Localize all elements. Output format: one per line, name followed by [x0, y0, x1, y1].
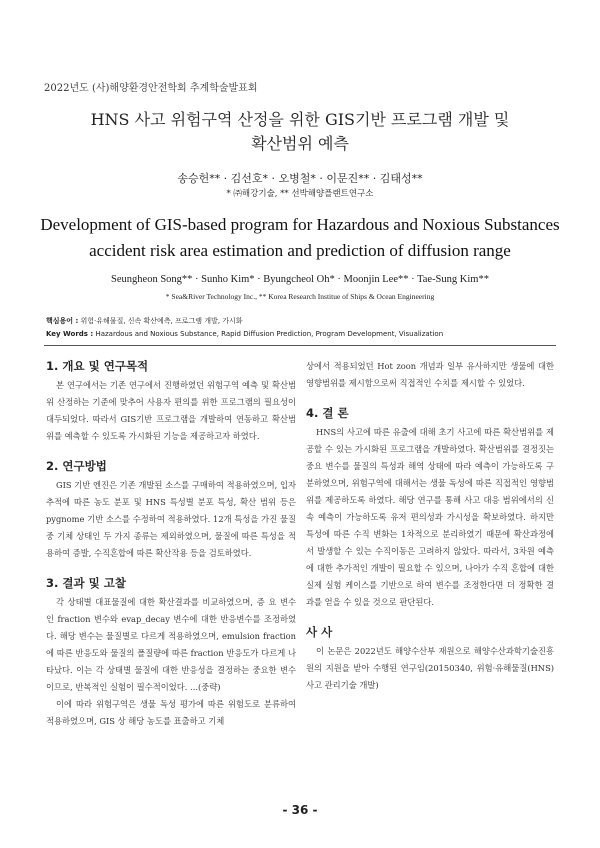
divider — [44, 345, 556, 346]
title-korean-line1: HNS 사고 위험구역 산정을 위한 GIS기반 프로그램 개발 및 — [90, 110, 510, 129]
title-korean — [0, 108, 600, 156]
section-3-title: 3. 결과 및 고찰 — [46, 576, 126, 590]
keywords-korean-text: 위험·유해물질, 신속 확산예측, 프로그램 개발, 가시화 — [80, 317, 243, 325]
section-3-body-2: 이에 따라 위험구역은 생물 독성 평가에 따른 위험도로 분류하여 적용하였으며, GIS 상 해당 농도를 표출하고 기체 — [46, 699, 296, 726]
keywords-korean-label: 핵심용어 : — [46, 317, 79, 325]
section-2-body: GIS 기반 엔진은 기존 개발된 소스를 구매하여 적용하였으며, 입자추적에 따른 농도 분포 및 HNS 특성별 분포 특성, 확산 범위 등은 pygnome 기반 소스를 수정하여 적용하였다. 12개 특성을 가진 물질 중 기체 상태인 두 가지 종류는 제외하였으며, 물질에 따른 특성을 적용하여 증발, 수직혼합에 따른 확산작용 등을 검토하였다. — [46, 480, 296, 558]
affiliation-english: * Sea&River Technology Inc., ** Korea Research Institue of Ships & Ocean Engineering — [165, 292, 435, 301]
section-1-title: 1. 개요 및 연구목적 — [46, 359, 149, 373]
acknowledgement-title: 사 사 — [306, 625, 333, 639]
acknowledgement-body: 이 논문은 2022년도 해양수산부 재원으로 해양수산과학기술진흥원의 지원을 받아 수행된 연구임(20150340, 위험·유해물질(HNS)사고 관리기술 개발) — [306, 646, 554, 690]
section-3-continued: 상에서 적용되었던 Hot zoon 개념과 일부 유사하지만 생물에 대한 영향범위를 제시함으로써 직접적인 수치를 제시할 수 있었다. — [306, 361, 554, 388]
title-korean-line2: 확산범위 예측 — [251, 134, 349, 153]
page-number: - 36 - — [282, 803, 318, 817]
keywords-english-label: Key Words : — [46, 330, 94, 338]
title-english-line1: Development of GIS-based program for Hazardous and Noxious Substances — [40, 215, 560, 234]
right-column — [306, 358, 554, 694]
section-2-title: 2. 연구방법 — [46, 459, 107, 473]
section-4-title: 4. 결 론 — [306, 406, 349, 420]
keywords-english-text: Hazardous and Noxious Substance, Rapid Diffusion Prediction, Program Development, Visualization — [95, 330, 444, 338]
authors-english: Seungheon Song** · Sunho Kim* · Byungcheol Oh* · Moonjin Lee** · Tae-Sung Kim** — [111, 274, 489, 285]
authors-korean: 송승헌** · 김선호* · 오병철* · 이문진** · 김태성** — [177, 172, 423, 185]
section-3-body-1: 각 상태별 대표물질에 대한 확산결과를 비교하였으며, 증 요 변수인 fraction 변수와 evap_decay 변수에 대한 반응변수를 조정하였다. 해당 변수는 물질별로 다르게 적용하였으며, emulsion fraction에 따른 반응도와 물질의 폴질량에 따른 fraction 반응도가 다르게 나타났다. 이는 각 상태별 물질에 대한 반응성을 결정하는 중요한 변수이므로, 반복적인 실험이 필수적이었다. ...(중략) — [46, 597, 296, 692]
affiliation-korean: * ㈜해강기술, ** 선박해양플랜트연구소 — [226, 189, 374, 199]
section-1-body: 본 연구에서는 기존 연구에서 진행하였던 위험구역 예측 및 확산범위 산정하는 기준에 맞추어 사용자 편의를 위한 프로그램의 필요성이 대두되었다. 따라서 GIS기반 프로그램을 개발하여 연동하고 확산범위를 예측할 수 있도록 가시화된 기능을 제공하고자 하였다. — [46, 380, 296, 441]
left-column — [46, 358, 296, 730]
section-4-body: HNS의 사고에 따른 유출에 대해 초기 사고에 따른 확산범위를 제공할 수 있는 가시화된 프로그램을 개발하였다. 확산범위를 결정짓는 중요 변수를 물질의 특성과 해역 상태에 따라 예측이 가능하도록 구분하였으며, 위험구역에 대해서는 생물 독성에 따른 직접적인 영향범위를 제공하도록 하였다. 해당 연구를 통해 사고 대응 범위에서의 신속 예측이 가능하도록 유저 편의성과 가시성을 확보하였다. 하지만 특성에 따른 수직 변화는 1차적으로 분리하였기 때문에 확산과정에서 발생할 수 있는 수직이동은 고려하지 않았다. 따라서, 3차원 예측에 대한 추가적인 개발이 필요할 수 있으며, 나아가 수직 혼합에 대한 실제 실험 케이스를 기반으로 하여 변수를 조정한다면 더 정확한 결과를 얻을 수 있을 것으로 판단된다. — [306, 427, 554, 607]
title-english-line2: accident risk area estimation and prediction of diffusion range — [89, 241, 511, 260]
keywords-korean — [46, 316, 243, 326]
keywords-english — [46, 330, 443, 338]
conference-header: 2022년도 (사)해양환경안전학회 추계학술발표회 — [44, 83, 258, 94]
title-english — [0, 212, 600, 264]
